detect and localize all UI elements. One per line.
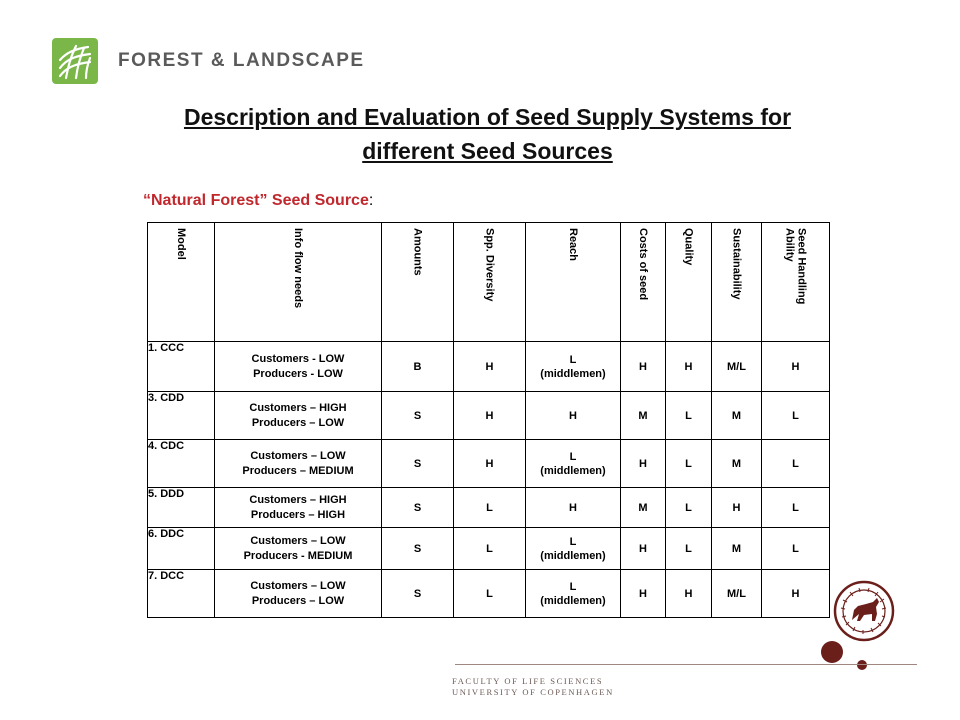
info-customers: Customers – HIGH — [249, 401, 347, 414]
header-cell — [382, 223, 454, 342]
cell-handling — [762, 488, 830, 528]
cell-sustainability — [712, 488, 762, 528]
cell-info-flow — [215, 570, 382, 618]
cell-quality — [666, 528, 712, 570]
amounts-value: S — [413, 587, 422, 600]
sustainability-value: M/L — [727, 587, 746, 600]
cell-quality — [666, 488, 712, 528]
faculty-line-2: UNIVERSITY OF COPENHAGEN — [452, 687, 614, 697]
header-cell — [454, 223, 526, 342]
info-customers: Customers – LOW — [250, 534, 346, 547]
handling-value: L — [792, 457, 799, 470]
accent-dot-small — [857, 660, 867, 670]
cell-reach — [526, 342, 621, 392]
column-header-model: Model — [175, 228, 187, 260]
cell-info-flow — [215, 488, 382, 528]
column-header-costs: Costs of seed — [637, 228, 649, 301]
reach-note: (middlemen) — [540, 367, 606, 380]
costs-value: H — [639, 542, 647, 555]
sustainability-value: M — [731, 542, 742, 555]
table-row — [148, 440, 830, 488]
info-producers: Producers - LOW — [253, 367, 343, 380]
cell-info-flow — [215, 342, 382, 392]
table-row — [148, 342, 830, 392]
cell-sustainability — [712, 392, 762, 440]
cell-model — [148, 528, 215, 570]
header-cell — [621, 223, 666, 342]
table-row — [148, 392, 830, 440]
accent-dot-large — [821, 641, 843, 663]
info-customers: Customers – HIGH — [249, 493, 347, 506]
cell-amounts — [382, 570, 454, 618]
info-customers: Customers – LOW — [250, 449, 346, 462]
cell-costs — [621, 440, 666, 488]
title-line-2: different Seed Sources — [362, 138, 613, 164]
quality-value: L — [685, 409, 692, 422]
info-producers: Producers – LOW — [251, 594, 345, 607]
cell-model — [148, 342, 215, 392]
cell-reach — [526, 570, 621, 618]
cell-diversity — [454, 392, 526, 440]
amounts-value: S — [413, 501, 422, 514]
handling-value: L — [792, 542, 799, 555]
diversity-value: H — [485, 457, 494, 470]
handling-value: L — [792, 409, 799, 422]
reach-value: L — [569, 580, 577, 593]
cell-model — [148, 392, 215, 440]
sustainability-value: H — [732, 501, 741, 514]
header-cell — [666, 223, 712, 342]
diversity-value: H — [485, 360, 494, 373]
cell-amounts — [382, 440, 454, 488]
info-producers: Producers - MEDIUM — [243, 549, 353, 562]
cell-model — [148, 570, 215, 618]
model-value: 1. CCC — [148, 342, 185, 354]
university-seal-icon — [833, 580, 895, 642]
reach-value: L — [569, 353, 577, 366]
header-cell — [762, 223, 830, 342]
cell-handling — [762, 570, 830, 618]
subtitle-text: “Natural Forest” Seed Source — [143, 192, 369, 209]
model-value: 3. CDD — [148, 392, 185, 404]
cell-diversity — [454, 488, 526, 528]
table-row — [148, 488, 830, 528]
brand-name: FOREST & LANDSCAPE — [118, 50, 365, 71]
forest-landscape-logo-icon — [52, 38, 98, 84]
amounts-value: S — [413, 409, 422, 422]
quality-value: H — [684, 587, 693, 600]
cell-sustainability — [712, 440, 762, 488]
column-header-reach: Reach — [567, 228, 579, 262]
footer-divider — [455, 664, 917, 665]
amounts-value: S — [413, 542, 422, 555]
cell-diversity — [454, 342, 526, 392]
diversity-value: L — [486, 542, 493, 555]
quality-value: H — [684, 360, 693, 373]
section-subtitle — [143, 192, 373, 210]
cell-costs — [621, 488, 666, 528]
header-cell — [148, 223, 215, 342]
handling-value: L — [792, 501, 799, 514]
table-row — [148, 528, 830, 570]
reach-note: (middlemen) — [540, 464, 606, 477]
info-producers: Producers – HIGH — [250, 508, 346, 521]
evaluation-table — [147, 222, 830, 618]
page-title — [80, 100, 895, 168]
cell-handling — [762, 342, 830, 392]
sustainability-value: M — [731, 457, 742, 470]
cell-handling — [762, 528, 830, 570]
faculty-line-1: FACULTY OF LIFE SCIENCES — [452, 676, 604, 686]
cell-sustainability — [712, 570, 762, 618]
costs-value: M — [638, 409, 648, 422]
cell-diversity — [454, 528, 526, 570]
cell-costs — [621, 342, 666, 392]
cell-model — [148, 488, 215, 528]
column-header-quality: Quality — [682, 228, 695, 266]
cell-handling — [762, 392, 830, 440]
amounts-value: B — [413, 360, 422, 373]
cell-costs — [621, 392, 666, 440]
cell-info-flow — [215, 392, 382, 440]
quality-value: L — [685, 542, 692, 555]
cell-quality — [666, 342, 712, 392]
model-value: 7. DCC — [148, 570, 185, 582]
column-header-info-flow: Info flow needs — [292, 228, 304, 309]
column-header-seed-handling: Seed Handling Ability — [783, 228, 808, 305]
cell-diversity — [454, 440, 526, 488]
info-customers: Customers – LOW — [250, 579, 346, 592]
table-header-row — [148, 223, 830, 342]
cell-handling — [762, 440, 830, 488]
sustainability-value: M/L — [727, 360, 746, 373]
cell-sustainability — [712, 528, 762, 570]
model-value: 4. CDC — [148, 440, 185, 452]
costs-value: H — [639, 457, 647, 470]
column-header-spp-diversity: Spp. Diversity — [483, 228, 496, 302]
cell-costs — [621, 528, 666, 570]
diversity-value: H — [485, 409, 494, 422]
cell-amounts — [382, 342, 454, 392]
diversity-value: L — [486, 501, 493, 514]
cell-reach — [526, 440, 621, 488]
cell-reach — [526, 528, 621, 570]
sustainability-value: M — [731, 409, 742, 422]
info-producers: Producers – LOW — [251, 416, 345, 429]
handling-value: H — [791, 587, 800, 600]
cell-amounts — [382, 392, 454, 440]
cell-model — [148, 440, 215, 488]
info-producers: Producers – MEDIUM — [242, 464, 354, 477]
cell-costs — [621, 570, 666, 618]
costs-value: H — [639, 360, 647, 373]
header-cell — [215, 223, 382, 342]
cell-quality — [666, 570, 712, 618]
reach-value: H — [569, 409, 577, 422]
column-header-sustainability: Sustainability — [730, 228, 743, 300]
info-customers: Customers - LOW — [251, 352, 345, 365]
reach-note: (middlemen) — [540, 594, 606, 607]
title-line-1: Description and Evaluation of Seed Supply Systems for — [183, 104, 792, 130]
cell-info-flow — [215, 528, 382, 570]
header-cell — [712, 223, 762, 342]
reach-note: (middlemen) — [540, 549, 606, 562]
cell-reach — [526, 488, 621, 528]
costs-value: M — [638, 501, 648, 514]
cell-quality — [666, 392, 712, 440]
quality-value: L — [685, 501, 692, 514]
cell-info-flow — [215, 440, 382, 488]
diversity-value: L — [486, 587, 493, 600]
faculty-wordmark — [452, 676, 614, 698]
reach-value: L — [569, 535, 577, 548]
cell-diversity — [454, 570, 526, 618]
subtitle-colon: : — [368, 192, 374, 209]
cell-amounts — [382, 488, 454, 528]
table-row — [148, 570, 830, 618]
costs-value: H — [639, 587, 647, 600]
cell-quality — [666, 440, 712, 488]
model-value: 5. DDD — [148, 488, 185, 500]
cell-reach — [526, 392, 621, 440]
header-cell — [526, 223, 621, 342]
reach-value: H — [569, 501, 577, 514]
handling-value: H — [791, 360, 800, 373]
quality-value: L — [685, 457, 692, 470]
amounts-value: S — [413, 457, 422, 470]
reach-value: L — [569, 450, 577, 463]
model-value: 6. DDC — [148, 528, 185, 540]
cell-sustainability — [712, 342, 762, 392]
column-header-amounts: Amounts — [411, 228, 424, 276]
cell-amounts — [382, 528, 454, 570]
